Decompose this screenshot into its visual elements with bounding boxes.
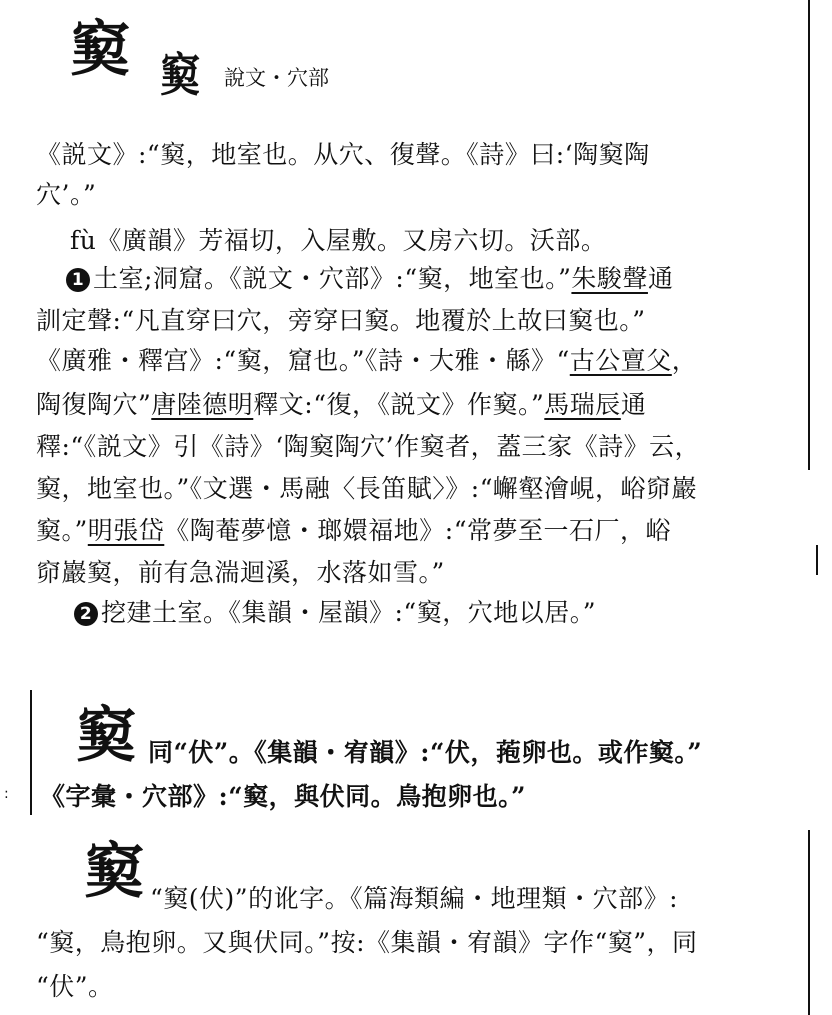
person-name-zhang-dai: 明張岱	[87, 516, 165, 545]
entry2-line-1: 同“伏”。《集韻・宥韻》:“伏，菢卵也。或作窫。”	[148, 738, 703, 767]
entry2-headword: 窫	[76, 701, 136, 771]
sense1-line-4	[36, 390, 646, 420]
sense1-text-4a: 陶復陶穴”	[36, 390, 152, 419]
sense-number-2: 2	[74, 602, 98, 626]
person-name-zhu-junsheng: 朱駿聲	[571, 264, 648, 293]
sense1-text-7a: 窫。”	[36, 516, 88, 545]
sense2-text: 挖建土室。《集韻・屋韻》:“窫，穴地以居。”	[101, 598, 596, 627]
entry1-source-label: 說文・穴部	[224, 66, 329, 90]
entry2-margin-mark: :	[4, 786, 9, 802]
entry1-line-2: 穴’。”	[36, 180, 97, 209]
sense1-text-7c: 《陶菴夢憶・瑯嬛福地》:“常夢至一石厂，峪	[164, 516, 672, 545]
sense1-text-a: 土室;洞窟。《説文・穴部》:“窫，地室也。”	[93, 264, 572, 293]
sense1-line-7	[36, 516, 671, 546]
entry3-headword: 窫	[84, 837, 144, 907]
sense1-text-4e: 通	[620, 390, 647, 419]
entry3-line-2: “窫，鳥抱卵。又與伏同。”按:《集韻・宥韻》字作“窫”，同	[36, 928, 698, 957]
margin-tick	[816, 545, 818, 575]
sense-number-1: 1	[66, 268, 90, 292]
entry1-headword: 窫	[70, 15, 130, 85]
sense1-line-1	[66, 264, 673, 294]
entry1-seal-character: 窫	[160, 48, 200, 103]
person-name-gugong-danfu: 古公亶父	[569, 346, 672, 375]
right-margin-rule	[808, 0, 810, 470]
sense1-line-2: 訓定聲:“凡直穿曰穴，旁穿曰窫。地覆於上故曰窫也。”	[36, 306, 646, 335]
sense1-text-3c: ，	[671, 346, 698, 375]
sense1-text-3a: 《廣雅・釋宫》:“窫，窟也。”《詩・大雅・緜》“	[36, 346, 570, 375]
sense1-line-6: 窫，地室也。”《文選・馬融〈長笛賦〉》:“嶰壑澮峴，峪窌巖	[36, 474, 697, 503]
entry1-line-1: 《説文》:“窫，地室也。从穴、復聲。《詩》曰:‘陶窫陶	[36, 140, 650, 169]
person-name-ma-ruichen: 馬瑞辰	[544, 390, 621, 419]
entry1-pronunciation: fù《廣韻》芳福切，入屋敷。又房六切。沃部。	[70, 226, 607, 255]
entry3-line-1: “窫(伏)”的讹字。《篇海類編・地理類・穴部》:	[150, 884, 678, 913]
entry3-line-3: “伏”。	[36, 972, 114, 1001]
entry2-line-2: 《字彙・穴部》:“窫，與伏同。鳥抱卵也。”	[40, 782, 526, 811]
sense2-line	[74, 598, 596, 628]
sense1-line-3	[36, 346, 697, 376]
sense1-text-4c: 釋文:“復，《説文》作窫。”	[253, 390, 545, 419]
sense1-line-5: 釋:“《説文》引《詩》‘陶窫陶穴’作窫者，蓋三家《詩》云，	[36, 432, 701, 461]
sense1-line-8: 窌巖窫，前有急湍迴溪，水落如雪。”	[36, 558, 445, 587]
person-name-lu-deming: 唐陸德明	[151, 390, 254, 419]
entry2-left-rule	[30, 690, 32, 815]
sense1-text-c: 通	[647, 264, 674, 293]
right-margin-rule-lower	[808, 830, 810, 1015]
